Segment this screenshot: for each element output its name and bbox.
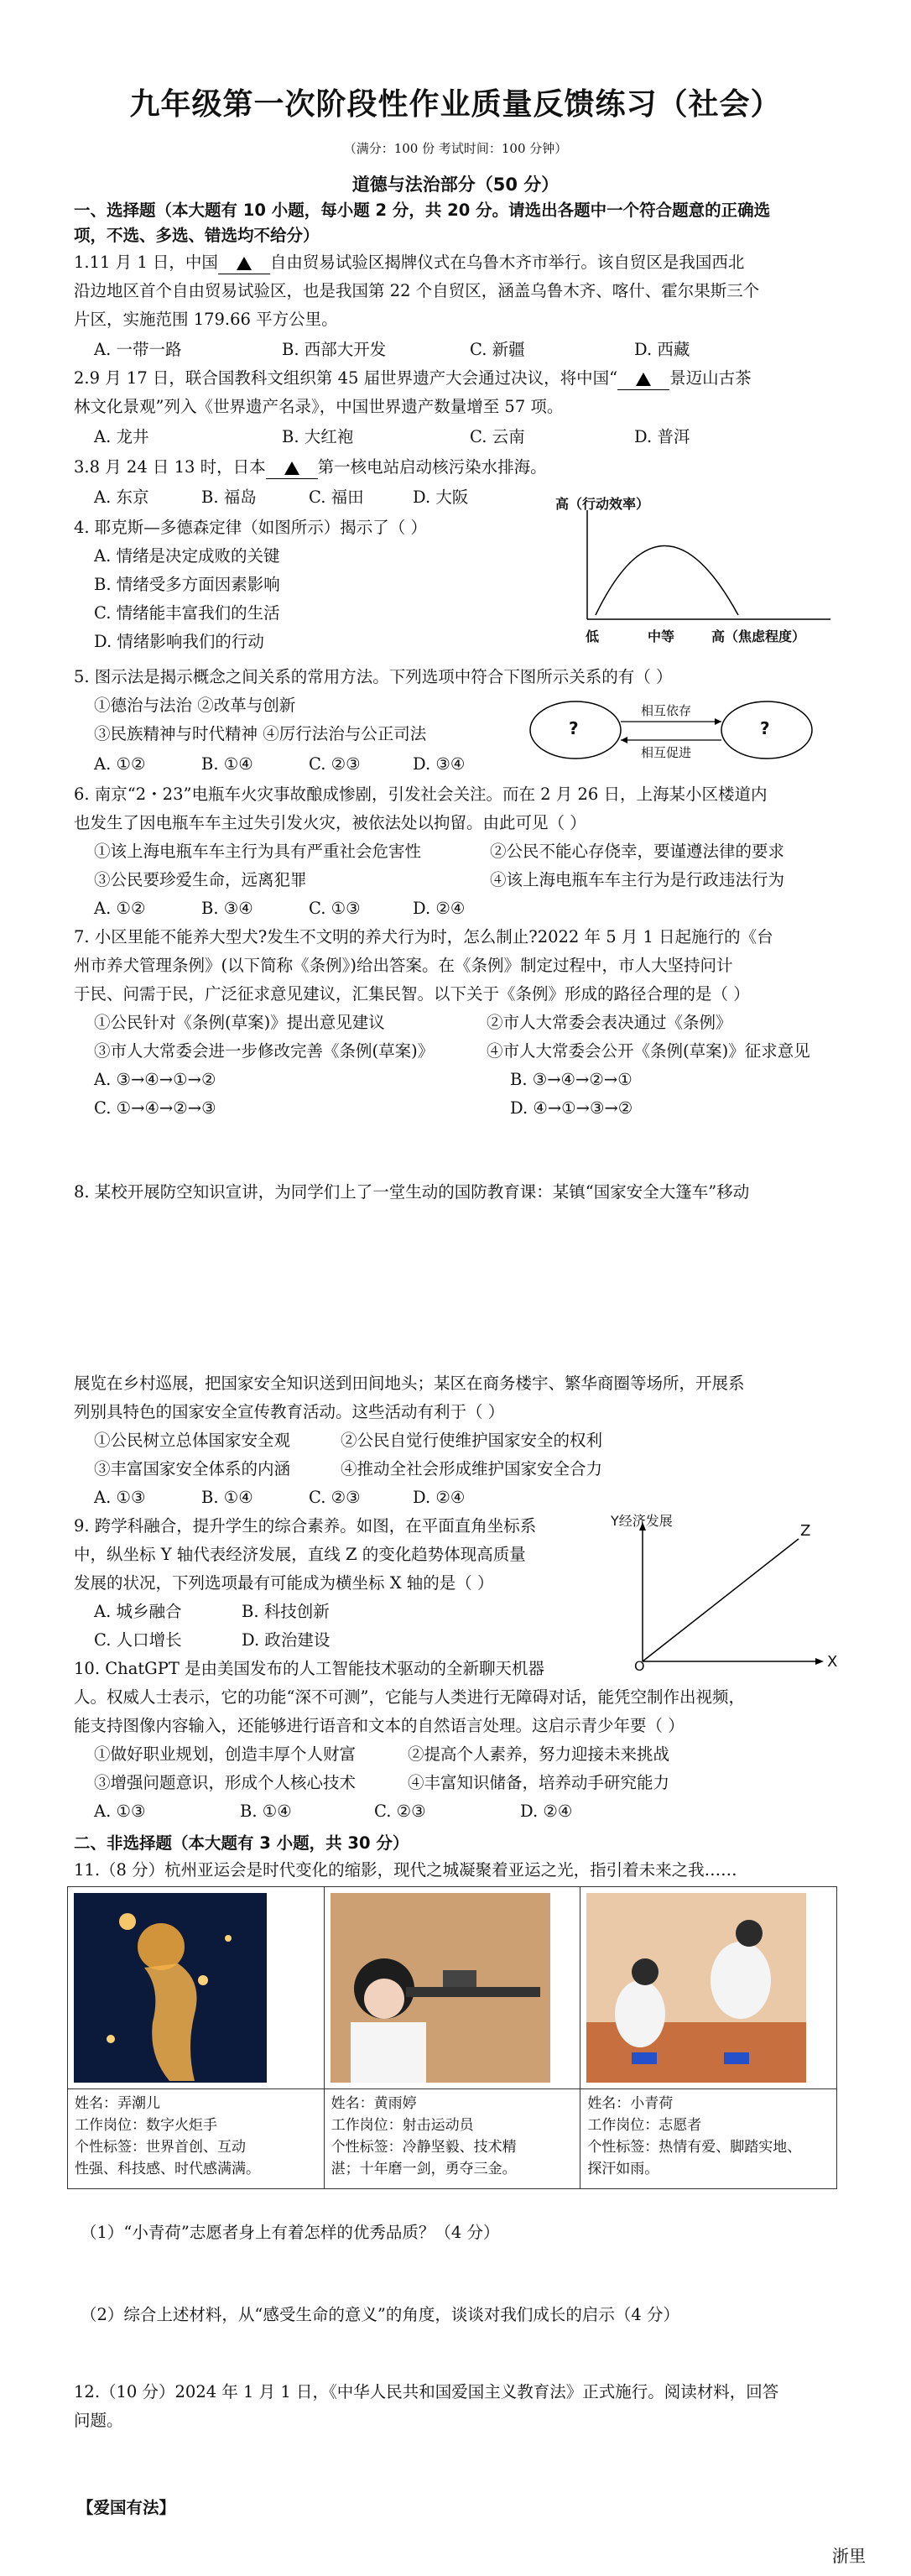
profile-tags: 个性标签：世界首创、互动 <box>75 2139 246 2156</box>
q8-stem-2: 展览在乡村巡展，把国家安全知识送到田间地头；某区在商务楼宇、繁华商圈等场所，开展系 <box>74 1374 745 1393</box>
q4-option-c[interactable]: C. 情绪能丰富我们的生活 <box>94 603 280 623</box>
exam-info: （满分：100 份 考试时间：100 分钟） <box>343 141 568 156</box>
q7-stem: 7. 小区里能不能养大型犬?发生不文明的养犬行为时，怎么制止?2022 年 5 月 1 日起施行的《台 <box>74 927 773 946</box>
q4-stem: 4. 耶克斯—多德森定律（如图所示）揭示了（ ） <box>74 518 428 537</box>
profile-name: 姓名：小青荷 <box>587 2095 674 2112</box>
q11-stem: 11.（8 分）杭州亚运会是时代变化的缩影，现代之城凝聚着亚运之光，指引着未来之我…… <box>74 1860 737 1880</box>
q8-item-2: ②公民自觉行使维护国家安全的权利 <box>341 1431 603 1450</box>
q1-option-d[interactable]: D. 西藏 <box>634 340 690 359</box>
diagram-right-node: ? <box>760 718 770 738</box>
q7-item-3: ③市人大常委会进一步修改完善《条例(草案)》 <box>94 1041 435 1061</box>
profile-tags: 个性标签：冷静坚毅、技术精 <box>331 2139 517 2156</box>
q7-option-c[interactable]: C. ①→④→②→③ <box>94 1098 216 1118</box>
footer-mark: 浙里 <box>832 2546 866 2566</box>
profile-card-3 <box>580 2089 837 2189</box>
q10-stem-3: 能支持图像内容输入，还能够进行语音和文本的自然语言处理。这启示青少年要（ ） <box>74 1716 685 1735</box>
q5-option-b[interactable]: B. ①④ <box>201 754 253 774</box>
blank-triangle-icon <box>636 373 651 386</box>
shooter-photo <box>325 1888 580 2088</box>
q8-option-d[interactable]: D. ②④ <box>413 1488 466 1507</box>
q10-item-2: ②提高个人素养，努力迎接未来挑战 <box>408 1744 670 1764</box>
q6-item-2: ②公民不能心存侥幸，要谨遵法律的要求 <box>490 842 785 861</box>
profile-job: 工作岗位：射击运动员 <box>331 2117 474 2134</box>
q10-item-3: ③增强问题意识，形成个人核心技术 <box>94 1773 357 1792</box>
q3-option-b[interactable]: B. 福岛 <box>201 488 257 507</box>
q7-option-b[interactable]: B. ③→④→②→① <box>510 1070 632 1089</box>
profile-card-2 <box>324 2089 580 2189</box>
profile-tags-cont: 探汗如雨。 <box>587 2161 659 2177</box>
q6-option-c[interactable]: C. ①③ <box>309 899 361 918</box>
q1-option-a[interactable]: A. 一带一路 <box>94 340 182 359</box>
chart-x-low: 低 <box>586 628 600 644</box>
q2-stem: 2.9 月 17 日，联合国教科文组织第 45 届世界遗产大会通过决议，将中国“ 景迈山古茶 <box>74 368 752 390</box>
graph-y-label: Y经济发展 <box>611 1513 673 1529</box>
profile-name: 姓名：黄雨婷 <box>331 2095 417 2112</box>
profile-table <box>67 1886 837 2189</box>
q9-stem-3: 发展的状况，下列选项最有可能成为横坐标 X 轴的是（ ） <box>74 1573 494 1593</box>
q6-item-1: ①该上海电瓶车车主行为具有严重社会危害性 <box>94 842 422 861</box>
q9-stem-2: 中，纵坐标 Y 轴代表经济发展，直线 Z 的变化趋势体现高质量 <box>74 1545 526 1564</box>
profile-job: 工作岗位：数字火炬手 <box>75 2117 217 2134</box>
q5-option-c[interactable]: C. ②③ <box>309 754 361 774</box>
q7-item-4: ④市人大常委会公开《条例(草案)》征求意见 <box>487 1041 810 1061</box>
q4-option-a[interactable]: A. 情绪是决定成败的关键 <box>94 546 280 566</box>
q2-option-d[interactable]: D. 普洱 <box>634 427 690 446</box>
q8-item-4: ④推动全社会形成维护国家安全合力 <box>341 1459 603 1478</box>
diagram-top-label: 相互依存 <box>641 703 692 718</box>
section1-heading-cont: 项，不选、多选、错选均不给分） <box>74 226 320 245</box>
chart-y-label: 高（行动效率） <box>555 496 650 512</box>
q9-option-a[interactable]: A. 城乡融合 <box>94 1602 182 1621</box>
q6-item-4: ④该上海电瓶车车主行为是行政违法行为 <box>490 870 785 889</box>
q9-option-d[interactable]: D. 政治建设 <box>242 1630 331 1650</box>
yerkes-dodson-chart <box>554 493 839 661</box>
q7-option-d[interactable]: D. ④→①→③→② <box>510 1098 633 1118</box>
q11-sub2: （2）综合上述材料，从“感受生命的意义”的角度，谈谈对我们成长的启示（4 分） <box>81 2305 679 2324</box>
q5-stem: 5. 图示法是揭示概念之间关系的常用方法。下列选项中符合下图所示关系的有（ ） <box>74 667 673 686</box>
q8-option-c[interactable]: C. ②③ <box>309 1488 361 1507</box>
q2-stem-2: 林文化景观”列入《世界遗产名录》，中国世界遗产数量增至 57 项。 <box>74 397 564 416</box>
volunteer-photo <box>581 1888 836 2088</box>
graph-origin-label: O <box>634 1658 645 1674</box>
torchbearer-photo <box>69 1888 323 2088</box>
q12-stem-2: 问题。 <box>74 2411 123 2430</box>
chart-x-mid: 中等 <box>648 628 675 644</box>
relation-diagram <box>527 693 829 765</box>
profile-job: 工作岗位：志愿者 <box>587 2117 702 2134</box>
q8-item-1: ①公民树立总体国家安全观 <box>94 1431 291 1450</box>
q3-option-c[interactable]: C. 福田 <box>309 488 364 507</box>
q9-option-b[interactable]: B. 科技创新 <box>242 1602 330 1621</box>
q8-option-a[interactable]: A. ①③ <box>94 1488 146 1507</box>
profile-tags-cont: 性强、科技感、时代感满满。 <box>75 2161 260 2177</box>
line-z <box>643 1539 799 1661</box>
chart-x-high: 高（焦虑程度） <box>711 628 806 644</box>
q3-option-a[interactable]: A. 东京 <box>94 488 149 507</box>
q1-stem-3: 片区，实施范围 179.66 平方公里。 <box>74 310 338 329</box>
q4-option-d[interactable]: D. 情绪影响我们的行动 <box>94 632 264 651</box>
profile-card-1 <box>68 2089 325 2189</box>
blank-triangle-icon <box>237 257 252 270</box>
q10-item-4: ④丰富知识储备，培养动手研究能力 <box>408 1773 670 1792</box>
q5-option-a[interactable]: A. ①② <box>94 754 146 774</box>
q6-stem-2: 也发生了因电瓶车车主过失引发火灾，被依法处以拘留。由此可见（ ） <box>74 813 586 832</box>
part-title: 道德与法治部分（50 分） <box>351 175 560 195</box>
q6-option-b[interactable]: B. ③④ <box>201 899 253 918</box>
q6-stem: 6. 南京“2・23”电瓶车火灾事故酿成惨剧，引发社会关注。而在 2 月 26 日，上海某小区楼道内 <box>74 785 768 804</box>
section2-heading: 二、非选择题（本大题有 3 小题，共 30 分） <box>74 1833 409 1853</box>
q2-option-b[interactable]: B. 大红袍 <box>282 427 354 446</box>
q6-item-3: ③公民要珍爱生命，远离犯罪 <box>94 870 307 889</box>
q10-stem-2: 人。权威人士表示，它的功能“深不可测”，它能与人类进行无障碍对话，能凭空制作出视频， <box>74 1687 745 1707</box>
q10-option-b[interactable]: B. ①④ <box>240 1802 292 1821</box>
graph-x-label: X <box>827 1653 838 1671</box>
page-title: 九年级第一次阶段性作业质量反馈练习（社会） <box>129 87 782 122</box>
q2-option-a[interactable]: A. 龙井 <box>94 427 149 446</box>
q8-option-b[interactable]: B. ①④ <box>201 1488 253 1507</box>
q1-stem-2: 沿边地区首个自由贸易试验区，也是我国第 22 个自贸区，涵盖乌鲁木齐、喀什、霍尔果斯三个 <box>74 281 760 300</box>
graph-z-label: Z <box>800 1522 811 1540</box>
q10-option-a[interactable]: A. ①③ <box>94 1802 146 1821</box>
profile-tags: 个性标签：热情有爱、脚踏实地、 <box>587 2139 802 2156</box>
section1-heading: 一、选择题（本大题有 10 小题，每小题 2 分，共 20 分。请选出各题中一个符合题意的正确选 <box>74 201 771 220</box>
q12-stem: 12.（10 分）2024 年 1 月 1 日，《中华人民共和国爱国主义教育法》正式施行。阅读材料，回答 <box>74 2382 779 2401</box>
q7-option-a[interactable]: A. ③→④→①→② <box>94 1070 216 1089</box>
q6-option-d[interactable]: D. ②④ <box>413 899 466 918</box>
q5-option-d[interactable]: D. ③④ <box>413 754 466 774</box>
profile-tags-cont: 湛；十年磨一剑，勇夺三金。 <box>331 2161 517 2177</box>
q10-item-1: ①做好职业规划，创造丰厚个人财富 <box>94 1744 357 1764</box>
q1-option-c[interactable]: C. 新疆 <box>470 340 525 359</box>
q1-stem: 1.11 月 1 日，中国 自由贸易试验区揭牌仪式在乌鲁木齐市举行。该自贸区是我国西北 <box>74 252 744 274</box>
q10-option-d[interactable]: D. ②④ <box>520 1802 573 1821</box>
q3-stem: 3.8 月 24 日 13 时，日本 第一核电站启动核污染水排海。 <box>74 456 547 479</box>
blank-triangle-icon <box>284 461 299 475</box>
q1-option-b[interactable]: B. 西部大开发 <box>282 340 387 359</box>
q4-option-b[interactable]: B. 情绪受多方面因素影响 <box>94 575 280 594</box>
q11-sub1: （1）“小青荷”志愿者身上有着怎样的优秀品质？（4 分） <box>81 2223 500 2242</box>
q6-option-a[interactable]: A. ①② <box>94 899 146 918</box>
q9-option-c[interactable]: C. 人口增长 <box>94 1630 182 1650</box>
q7-stem-3: 于民、问需于民，广泛征求意见建议，汇集民智。以下关于《条例》形成的路径合理的是（ ） <box>74 984 750 1004</box>
q10-stem: 10. ChatGPT 是由美国发布的人工智能技术驱动的全新聊天机器 <box>74 1659 545 1678</box>
q10-option-c[interactable]: C. ②③ <box>374 1802 426 1821</box>
q5-items-1: ①德治与法治 ②改革与创新 <box>94 696 296 715</box>
q8-stem: 8. 某校开展防空知识宣讲，为同学们上了一堂生动的国防教育课：某镇“国家安全大篷车”移动 <box>74 1182 750 1202</box>
profile-name: 姓名：弄潮儿 <box>75 2095 160 2112</box>
diagram-left-node: ? <box>569 718 579 738</box>
q2-option-c[interactable]: C. 云南 <box>470 427 525 446</box>
coordinate-graph <box>609 1510 844 1674</box>
q8-stem-3: 列别具特色的国家安全宣传教育活动。这些活动有利于（ ） <box>74 1402 505 1421</box>
q3-option-d[interactable]: D. 大阪 <box>413 488 469 507</box>
diagram-bottom-label: 相互促进 <box>641 745 692 760</box>
curve <box>596 546 738 616</box>
q12-subheading: 【爱国有法】 <box>77 2498 176 2517</box>
q7-item-2: ②市人大常委会表决通过《条例》 <box>487 1013 732 1032</box>
q5-items-2: ③民族精神与时代精神 ④厉行法治与公正司法 <box>94 724 427 743</box>
q7-stem-2: 州市养犬管理条例》(以下简称《条例》)给出答案。在《条例》制定过程中，市人大坚持问计 <box>74 956 733 975</box>
q7-item-1: ①公民针对《条例(草案)》提出意见建议 <box>94 1013 385 1032</box>
q8-item-3: ③丰富国家安全体系的内涵 <box>94 1459 291 1478</box>
q9-stem: 9. 跨学科融合，提升学生的综合素养。如图，在平面直角坐标系 <box>74 1516 537 1536</box>
